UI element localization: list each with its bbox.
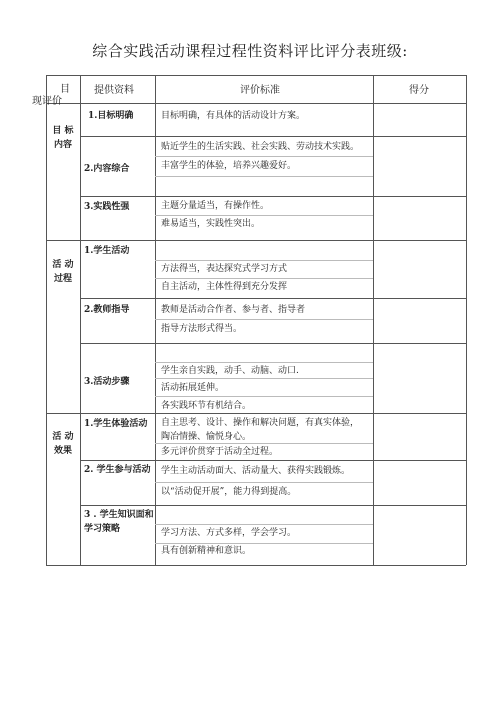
criteria-text: 以“活动促开展”，能力得到提高。 — [161, 487, 297, 497]
criteria-text: 目标明确，有具体的活动设计方案。 — [161, 111, 306, 121]
criteria-text: 指导方法形式得当。 — [161, 324, 243, 334]
table-border-right — [466, 75, 467, 565]
criteria-text: 自主思考、设计、操作和解决问题，有真实体验， — [161, 418, 360, 428]
section-label-line: 活 动 — [52, 260, 74, 270]
criteria-text: 活动拓展延伸。 — [161, 383, 225, 393]
section-label-line: 内容 — [53, 140, 72, 150]
item-divider — [80, 136, 466, 137]
material-item: 3.活动步骤 — [84, 377, 130, 387]
material-item: 2.内容综合 — [84, 164, 130, 174]
criteria-text: 主题分量适当，有操作性。 — [161, 201, 270, 211]
criteria-text: 难易适当，实践性突出。 — [161, 219, 261, 229]
material-item: 2.教师指导 — [84, 305, 130, 315]
section-label-line: 效果 — [53, 446, 72, 456]
criteria-text: 各实践环节有机结合。 — [161, 401, 252, 411]
header-score: 得分 — [409, 85, 429, 96]
table-border-top — [46, 75, 466, 76]
material-item: 1.学生活动 — [84, 246, 130, 256]
column-divider — [80, 75, 81, 565]
material-item: 1.目标明确 — [88, 111, 134, 121]
item-divider — [80, 343, 466, 344]
header-item-col-sub: 现评价 — [32, 96, 62, 107]
material-item: 1.学生体验活动 — [84, 419, 148, 429]
criteria-line — [155, 278, 373, 279]
criteria-text: 具有创新精神和意识。 — [161, 546, 252, 556]
table-border-bottom — [46, 565, 466, 566]
item-divider — [80, 505, 466, 506]
criteria-text: 方法得当，表达探究式学习方式 — [161, 264, 288, 274]
criteria-line — [155, 396, 373, 397]
material-item: 3.实践性强 — [84, 202, 130, 212]
column-divider — [373, 75, 374, 565]
material-item: 学习策略 — [84, 524, 121, 534]
criteria-line — [155, 543, 373, 544]
section-label-line: 活 动 — [52, 432, 74, 442]
section-label — [46, 124, 80, 152]
criteria-line — [155, 524, 373, 525]
material-item: 3 . 学生知识面和 — [84, 510, 154, 520]
criteria-text: 学习方法、方式多样，学会学习。 — [161, 528, 297, 538]
criteria-text: 丰富学生的体验，培养兴趣爱好。 — [161, 161, 297, 171]
section-label-line: 目 标 — [52, 126, 74, 136]
section-label — [46, 258, 80, 286]
section-label-line: 过程 — [53, 274, 72, 284]
material-item: 2. 学生参与活动 — [84, 465, 151, 475]
criteria-line — [155, 260, 373, 261]
criteria-text: 陶冶情操、愉悦身心。 — [161, 432, 252, 442]
item-divider — [80, 460, 466, 461]
section-label — [46, 430, 80, 458]
criteria-text: 多元评价贯穿于活动全过程。 — [161, 447, 279, 457]
header-materials: 提供资料 — [94, 85, 134, 96]
criteria-line — [155, 319, 373, 320]
section-divider — [46, 240, 466, 241]
criteria-line — [155, 482, 373, 483]
item-divider — [80, 298, 466, 299]
criteria-line — [155, 176, 373, 177]
criteria-text: 学生主动活动面大、活动量大、获得实践锻炼。 — [161, 466, 351, 476]
criteria-line — [155, 378, 373, 379]
criteria-line — [155, 443, 373, 444]
criteria-line — [155, 215, 373, 216]
page-title: 综合实践活动课程过程性资料评比评分表班级: — [92, 42, 408, 60]
section-divider — [46, 413, 466, 414]
criteria-text: 学生亲自实践，动手、动脑、动口. — [161, 366, 299, 376]
criteria-line — [155, 156, 373, 157]
criteria-line — [155, 362, 373, 363]
column-divider — [155, 75, 156, 565]
criteria-text: 自主活动，主体性得到充分发挥 — [161, 282, 288, 292]
header-divider — [46, 103, 466, 104]
header-item-col: 目 — [60, 84, 70, 95]
item-divider — [80, 196, 466, 197]
criteria-text: 教师是活动合作者、参与者、指导者 — [161, 305, 306, 315]
criteria-text: 贴近学生的生活实践、社会实践、劳动技术实践。 — [161, 142, 360, 152]
header-criteria: 评价标准 — [240, 85, 280, 96]
